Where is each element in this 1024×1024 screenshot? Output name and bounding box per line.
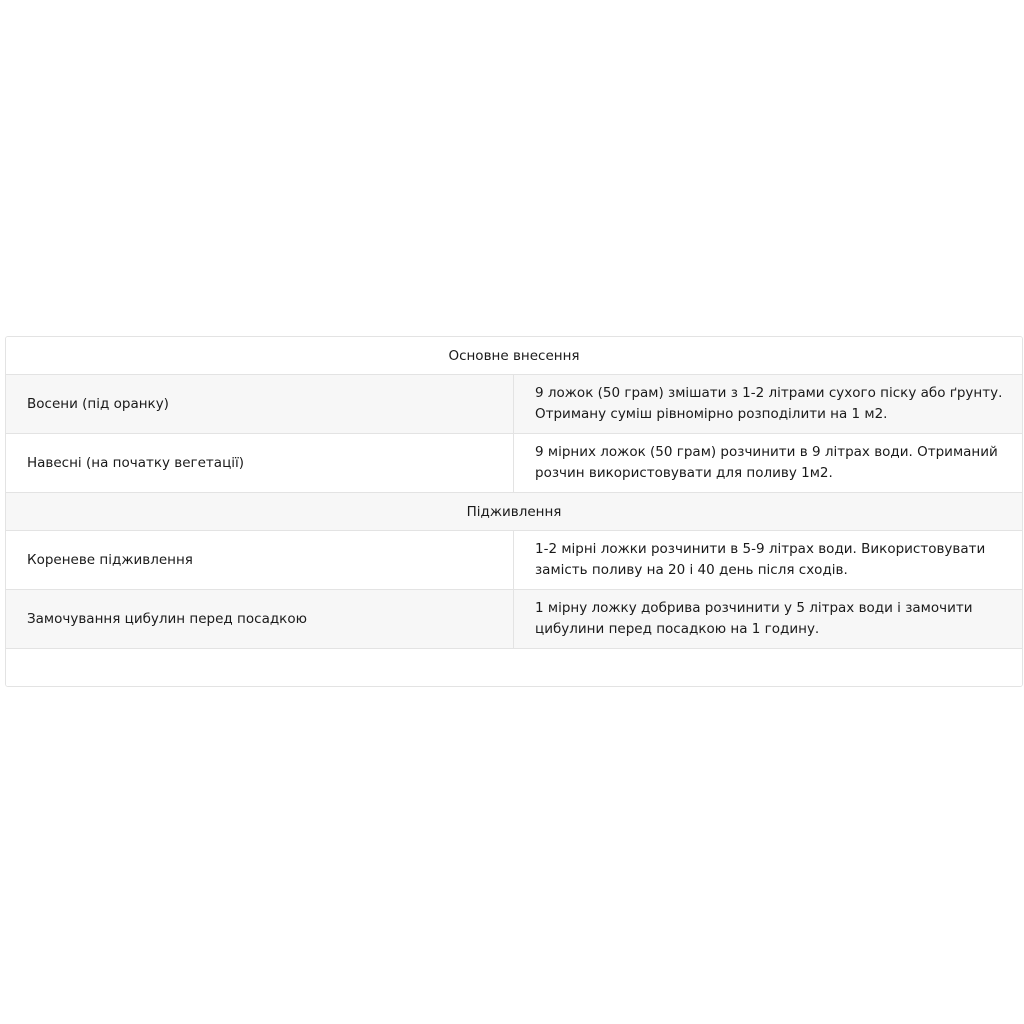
row-label-cell: [6, 531, 514, 589]
section-title: Підживлення: [466, 503, 562, 520]
row-instruction-cell: [514, 434, 1022, 492]
row-instruction-cell: [514, 375, 1022, 433]
row-label-cell: [6, 375, 514, 433]
row-instruction: 9 мірних ложок (50 грам) розчинити в 9 літрах води. Отриманий розчин використовувати для поливу 1м2.: [535, 444, 998, 481]
row-instruction: 1-2 мірні ложки розчинити в 5-9 літрах води. Використовувати замість поливу на 20 і 40 день після сходів.: [535, 541, 986, 578]
table-row: [6, 590, 1022, 649]
row-label: Восени (під оранку): [27, 396, 169, 412]
row-label: Кореневе підживлення: [27, 552, 193, 568]
row-label: Замочування цибулин перед посадкою: [27, 611, 307, 627]
row-label-cell: [6, 434, 514, 492]
table-row: [6, 531, 1022, 590]
row-label: Навесні (на початку вегетації): [27, 455, 245, 471]
row-instruction-cell: [514, 531, 1022, 589]
section-header-feeding: [6, 493, 1022, 531]
table-row: [6, 434, 1022, 493]
row-instruction: 1 мірну ложку добрива розчинити у 5 літрах води і замочити цибулини перед посадкою на 1 годину.: [535, 600, 973, 637]
section-header-main-application: [6, 337, 1022, 375]
row-instruction: 9 ложок (50 грам) змішати з 1-2 літрами сухого піску або ґрунту. Отриману суміш рівномірно розподілити на 1 м2.: [535, 385, 1003, 422]
fertilizer-application-table: [5, 336, 1023, 687]
row-label-cell: [6, 590, 514, 648]
table-row: [6, 375, 1022, 434]
row-instruction-cell: [514, 590, 1022, 648]
section-title: Основне внесення: [448, 347, 580, 364]
table-empty-row: [6, 649, 1022, 686]
